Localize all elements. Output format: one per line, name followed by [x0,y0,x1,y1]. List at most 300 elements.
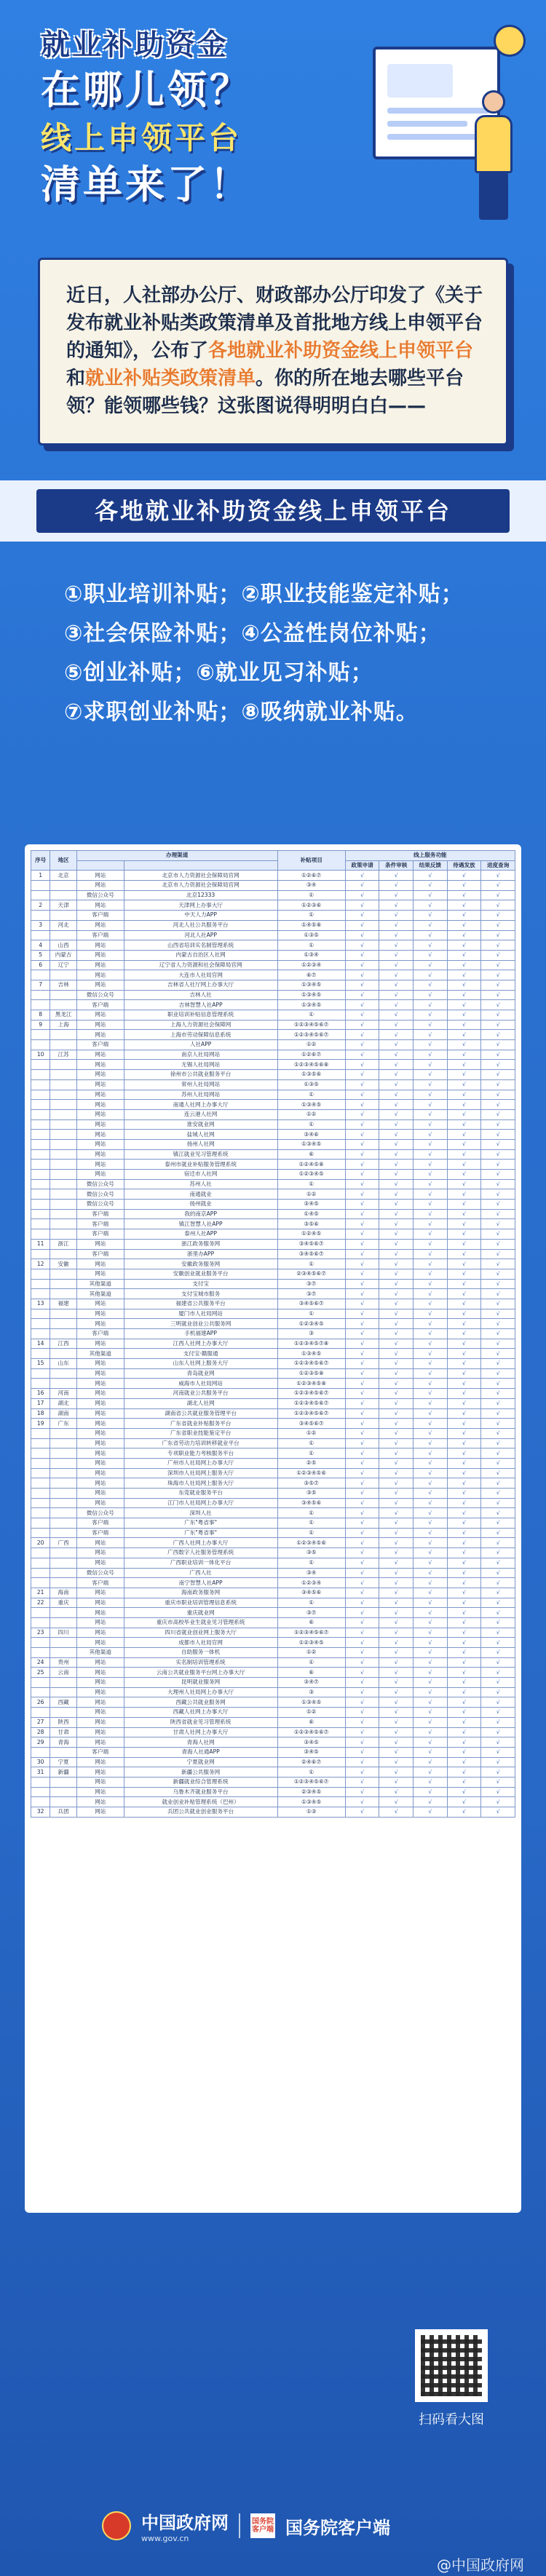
cell-function-mark: √ [414,1807,448,1818]
cell-channel-name: 广东"粤省事" [124,1518,277,1529]
cell-no [31,1349,50,1359]
cell-function-mark: √ [481,1130,515,1140]
cell-channel-type: 网站 [76,1458,124,1468]
cell-channel-name: 手机福建APP [124,1329,277,1339]
cell-channel-name: 上海人力资源社会保障网 [124,1020,277,1030]
cell-function-mark: √ [481,1090,515,1100]
cell-region [50,1200,76,1210]
cell-function-mark: √ [447,1010,481,1021]
cell-region: 兵团 [50,1807,76,1818]
platform-table-grid [31,850,515,1818]
cell-function-mark: √ [447,1090,481,1100]
cell-region [50,1528,76,1538]
cell-items: ① [277,1598,345,1608]
cell-region [50,1119,76,1130]
cell-function-mark: √ [481,1179,515,1189]
cell-function-mark: √ [345,1010,379,1021]
cell-function-mark: √ [379,1329,414,1339]
cell-region: 福建 [50,1299,76,1309]
cell-channel-name: 重庆市高校毕业生就业见习管理系统 [124,1617,277,1628]
cell-channel-type: 网站 [76,1139,124,1149]
cell-channel-type: 网站 [76,1727,124,1737]
cell-no: 13 [31,1299,50,1309]
cell-function-mark: √ [447,1070,481,1080]
cell-channel-name: 南京人社局网站 [124,1050,277,1060]
cell-channel-name: 连云港人社网 [124,1109,277,1119]
cell-function-mark: √ [414,1697,448,1708]
cell-region [50,1149,76,1160]
cell-channel-name: 实名制培训管理系统 [124,1657,277,1668]
cell-function-mark: √ [345,950,379,960]
table-row [31,1000,515,1010]
cell-function-mark: √ [481,1598,515,1608]
cell-function-mark: √ [414,1239,448,1249]
cell-items: ①③④⑤ [277,990,345,1000]
cell-channel-name: 淮安就业网 [124,1119,277,1130]
cell-channel-type: 网站 [76,1170,124,1180]
cell-function-mark: √ [379,1170,414,1180]
cell-function-mark: √ [345,1109,379,1119]
cell-function-mark: √ [447,1737,481,1748]
cell-function-mark: √ [414,960,448,970]
cell-channel-name: 专项职业能力考核服务平台 [124,1448,277,1459]
cell-channel-type: 网站 [76,900,124,911]
cell-function-mark: √ [345,1179,379,1189]
cell-function-mark: √ [447,1130,481,1140]
cell-channel-type: 网站 [76,1678,124,1688]
cell-no [31,1060,50,1070]
cell-function-mark: √ [414,1458,448,1468]
cell-function-mark: √ [447,1687,481,1697]
cell-region: 重庆 [50,1598,76,1608]
cell-function-mark: √ [414,881,448,891]
cell-function-mark: √ [481,1757,515,1767]
cell-function-mark: √ [414,1787,448,1797]
cell-function-mark: √ [379,930,414,940]
table-row [31,1050,515,1060]
cell-function-mark: √ [345,1528,379,1538]
cell-function-mark: √ [414,890,448,900]
cell-items: ①③④⑤ [277,980,345,990]
cell-channel-type: 网站 [76,1598,124,1608]
cell-channel-type: 网站 [76,1060,124,1070]
table-row [31,1119,515,1130]
cell-channel-type: 网站 [76,1538,124,1548]
cell-items: ③ [277,1329,345,1339]
cell-function-mark: √ [379,1717,414,1727]
cell-function-mark: √ [447,1060,481,1070]
cell-function-mark: √ [481,970,515,980]
cell-function-mark: √ [481,1608,515,1618]
cell-no: 14 [31,1339,50,1349]
cell-region: 山西 [50,940,76,951]
cell-function-mark: √ [447,1617,481,1628]
cell-function-mark: √ [447,1329,481,1339]
cell-items: ①②③④⑤⑥⑦ [277,1020,345,1030]
cell-no [31,1787,50,1797]
cell-function-mark: √ [379,1030,414,1040]
cell-function-mark: √ [345,1568,379,1578]
cell-function-mark: √ [379,1648,414,1658]
cell-function-mark: √ [379,871,414,881]
cell-function-mark: √ [345,1508,379,1518]
cell-channel-type: 网站 [76,881,124,891]
cell-channel-name: 湖北人社网 [124,1398,277,1408]
cell-items: ①④⑤⑧ [277,920,345,930]
cell-function-mark: √ [379,1000,414,1010]
cell-channel-name: 江门市人社局网上办事大厅 [124,1498,277,1508]
cell-channel-name: 扬州就业 [124,1200,277,1210]
cell-channel-type: 网站 [76,1119,124,1130]
cell-function-mark: √ [447,1458,481,1468]
table-row [31,980,515,990]
cell-function-mark: √ [414,1040,448,1050]
cell-channel-type: 网站 [76,1468,124,1478]
cell-function-mark: √ [345,1518,379,1529]
cell-function-mark: √ [345,1200,379,1210]
cell-function-mark: √ [414,1668,448,1678]
cell-function-mark: √ [414,871,448,881]
cell-no [31,1100,50,1110]
subsidy-row: ③社会保险补贴；④公益性岗位补贴； [64,621,441,646]
cell-no [31,1518,50,1529]
table-row [31,1807,515,1818]
cell-region [50,1638,76,1648]
cell-function-mark: √ [481,1807,515,1818]
cell-region: 辽宁 [50,960,76,970]
cell-function-mark: √ [447,1309,481,1319]
cell-region [50,1777,76,1787]
cell-no: 12 [31,1259,50,1269]
table-row [31,1538,515,1548]
cell-items: ③④⑤⑥ [277,1498,345,1508]
table-row [31,1030,515,1040]
cell-no: 28 [31,1727,50,1737]
cell-function-mark: √ [345,1309,379,1319]
table-row [31,950,515,960]
cell-no [31,1797,50,1807]
cell-channel-name: 支付宝·赣服通 [124,1349,277,1359]
cell-no [31,990,50,1000]
cell-function-mark: √ [447,1638,481,1648]
cell-function-mark: √ [414,1419,448,1429]
cell-function-mark: √ [447,1299,481,1309]
cell-function-mark: √ [379,1428,414,1438]
cell-function-mark: √ [447,960,481,970]
cell-region [50,1617,76,1628]
cell-region: 江苏 [50,1050,76,1060]
cell-function-mark: √ [379,1408,414,1419]
cell-no: 22 [31,1598,50,1608]
cell-function-mark: √ [481,1219,515,1229]
state-council-app-icon: 国务院客户端 [250,2513,275,2538]
cell-items: ③⑤ [277,1489,345,1499]
cell-function-mark: √ [345,1438,379,1448]
banner-line-4: 清单来了！ [41,161,252,207]
cell-function-mark: √ [345,1060,379,1070]
cell-function-mark: √ [481,1339,515,1349]
cell-channel-type: 网站 [76,940,124,951]
cell-no: 26 [31,1697,50,1708]
cell-channel-name: 职业培训补贴信息管理系统 [124,1010,277,1021]
cell-items: ①②⑥⑦ [277,1050,345,1060]
cell-function-mark: √ [379,1289,414,1299]
cell-items: ①② [277,1428,345,1438]
table-row [31,930,515,940]
cell-function-mark: √ [345,1139,379,1149]
cell-function-mark: √ [447,1628,481,1638]
cell-no: 20 [31,1538,50,1548]
cell-channel-type: 网站 [76,1737,124,1748]
cell-function-mark: √ [447,1139,481,1149]
cell-function-mark: √ [481,1588,515,1598]
cell-function-mark: √ [447,1608,481,1618]
cell-function-mark: √ [379,1608,414,1618]
cell-region: 青海 [50,1737,76,1748]
logo-gov-cn-url: www.gov.cn [141,2534,189,2543]
cell-function-mark: √ [481,1498,515,1508]
cell-function-mark: √ [414,1289,448,1299]
cell-channel-type: 网站 [76,1398,124,1408]
cell-function-mark: √ [379,1518,414,1529]
cell-function-mark: √ [379,1109,414,1119]
cell-channel-name: 就业创业补贴管理系统（巴州） [124,1797,277,1807]
cell-no [31,1428,50,1438]
cell-function-mark: √ [481,1050,515,1060]
table-row [31,1130,515,1140]
cell-function-mark: √ [379,1678,414,1688]
cell-no: 4 [31,940,50,951]
cell-function-mark: √ [414,1757,448,1767]
cell-items: ① [277,1179,345,1189]
cell-no [31,1279,50,1289]
banner-title [41,29,252,206]
cell-items: ①②③④ [277,1578,345,1588]
cell-function-mark: √ [481,1040,515,1050]
cell-no [31,911,50,921]
intro-part-2: 和 [66,368,86,389]
weibo-watermark: @中国政府网 [437,2556,524,2574]
cell-function-mark: √ [447,881,481,891]
cell-function-mark: √ [414,1767,448,1778]
table-row [31,1219,515,1229]
cell-items: ①②③④⑤ [277,1319,345,1329]
cell-function-mark: √ [379,1628,414,1638]
header-f2: 条件审核 [379,860,414,871]
cell-function-mark: √ [379,1368,414,1379]
cell-items: ①②③④⑤⑥⑦ [277,1727,345,1737]
cell-region: 新疆 [50,1767,76,1778]
cell-items: ①④⑤ [277,1209,345,1219]
cell-function-mark: √ [481,1747,515,1757]
cell-items: ① [277,1767,345,1778]
cell-function-mark: √ [345,911,379,921]
cell-function-mark: √ [345,1697,379,1708]
cell-function-mark: √ [481,1398,515,1408]
cell-function-mark: √ [481,980,515,990]
cell-items: ①②③④⑤⑥⑦ [277,1030,345,1040]
cell-channel-name: 扬州人社网 [124,1139,277,1149]
cell-function-mark: √ [481,1767,515,1778]
cell-channel-type: 网站 [76,1638,124,1648]
cell-no: 15 [31,1359,50,1369]
cell-function-mark: √ [345,1398,379,1408]
table-row [31,1777,515,1787]
cell-function-mark: √ [379,1489,414,1499]
cell-no [31,1000,50,1010]
cell-items: ①③ [277,1807,345,1818]
cell-function-mark: √ [447,1708,481,1718]
table-row [31,1329,515,1339]
cell-function-mark: √ [379,1757,414,1767]
cell-function-mark: √ [345,881,379,891]
intro-highlight-2: 就业补贴类政策清单 [85,368,256,389]
cell-function-mark: √ [414,1408,448,1419]
table-row [31,1060,515,1070]
cell-function-mark: √ [345,970,379,980]
cell-items: ①③⑤ [277,930,345,940]
cell-function-mark: √ [345,990,379,1000]
cell-channel-name: 安徽创业就业服务平台 [124,1269,277,1279]
cell-function-mark: √ [481,1170,515,1180]
cell-function-mark: √ [481,1678,515,1688]
cell-function-mark: √ [414,1020,448,1030]
cell-channel-type: 网站 [76,1239,124,1249]
cell-channel-type: 客户端 [76,1518,124,1529]
cell-channel-type: 微信公众号 [76,1508,124,1518]
cell-function-mark: √ [345,1578,379,1588]
cell-function-mark: √ [447,1109,481,1119]
cell-channel-type: 网站 [76,960,124,970]
cell-function-mark: √ [414,1528,448,1538]
cell-channel-type: 网站 [76,1299,124,1309]
cell-items: ③④⑤⑥⑦ [277,1299,345,1309]
cell-function-mark: √ [414,1200,448,1210]
cell-no [31,1498,50,1508]
cell-channel-name: 广东省职业技能鉴定平台 [124,1428,277,1438]
cell-items: ⑥ [277,1668,345,1678]
cell-channel-name: 深圳人社 [124,1508,277,1518]
cell-function-mark: √ [345,1489,379,1499]
cell-region [50,1787,76,1797]
cell-channel-name: 广东省劳动力培训转移就业平台 [124,1438,277,1448]
cell-channel-name: 云南公共就业服务平台网上办事大厅 [124,1668,277,1678]
cell-no [31,1269,50,1279]
lightbulb-icon [494,25,526,57]
cell-no [31,1329,50,1339]
cell-channel-type: 微信公众号 [76,890,124,900]
header-no: 序号 [31,851,50,871]
cell-function-mark: √ [379,1239,414,1249]
cell-function-mark: √ [447,1209,481,1219]
cell-function-mark: √ [481,1060,515,1070]
cell-function-mark: √ [345,1259,379,1269]
cell-channel-type: 网站 [76,1379,124,1389]
cell-function-mark: √ [379,1747,414,1757]
cell-function-mark: √ [345,1379,379,1389]
cell-items: ①③④⑤ [277,1797,345,1807]
cell-region [50,1269,76,1279]
cell-function-mark: √ [447,1678,481,1688]
cell-no: 19 [31,1419,50,1429]
cell-channel-type: 网站 [76,980,124,990]
cell-function-mark: √ [414,1538,448,1548]
cell-channel-type: 网站 [76,1767,124,1778]
cell-function-mark: √ [379,940,414,951]
header-f5: 进度查询 [481,860,515,871]
cell-channel-type: 网站 [76,1448,124,1459]
cell-function-mark: √ [481,1538,515,1548]
cell-channel-type: 其他渠道 [76,1279,124,1289]
cell-items: ③④⑤⑥⑦ [277,1239,345,1249]
cell-channel-type: 网站 [76,1428,124,1438]
cell-items: ①③⑤ [277,1079,345,1090]
cell-no: 6 [31,960,50,970]
cell-no [31,1109,50,1119]
cell-items: ① [277,1518,345,1529]
cell-function-mark: √ [447,1757,481,1767]
table-row [31,1428,515,1438]
table-row [31,1090,515,1100]
cell-function-mark: √ [447,1339,481,1349]
cell-function-mark: √ [414,1090,448,1100]
table-row [31,1379,515,1389]
cell-function-mark: √ [414,1269,448,1279]
cell-function-mark: √ [447,1578,481,1588]
cell-function-mark: √ [345,1359,379,1369]
cell-function-mark: √ [481,1160,515,1170]
cell-function-mark: √ [379,1558,414,1568]
cell-function-mark: √ [414,1687,448,1697]
cell-function-mark: √ [414,1717,448,1727]
cell-function-mark: √ [447,1200,481,1210]
cell-function-mark: √ [414,1130,448,1140]
cell-function-mark: √ [414,1438,448,1448]
cell-function-mark: √ [345,1678,379,1688]
cell-function-mark: √ [481,1229,515,1240]
person-illustration [467,90,518,221]
cell-region [50,1648,76,1658]
cell-region [50,1160,76,1170]
cell-region [50,1368,76,1379]
cell-items: ③ [277,1687,345,1697]
cell-function-mark: √ [481,1010,515,1021]
cell-function-mark: √ [447,1727,481,1737]
cell-items: ① [277,1528,345,1538]
cell-function-mark: √ [379,881,414,891]
cell-function-mark: √ [414,1329,448,1339]
cell-channel-type: 网站 [76,1438,124,1448]
cell-function-mark: √ [447,1179,481,1189]
cell-function-mark: √ [481,1119,515,1130]
cell-no [31,1608,50,1618]
cell-channel-name: 海南政务服务网 [124,1588,277,1598]
cell-items: ③④⑤⑥⑦ [277,1249,345,1259]
cell-function-mark: √ [481,1000,515,1010]
cell-function-mark: √ [481,1279,515,1289]
cell-function-mark: √ [345,1448,379,1459]
intro-text [66,282,484,420]
cell-channel-name: 广东省就业补贴服务平台 [124,1419,277,1429]
cell-region [50,1040,76,1050]
cell-channel-name: 广西人社网上办事大厅 [124,1538,277,1548]
cell-region [50,1508,76,1518]
cell-items: ②④⑥⑦ [277,1757,345,1767]
cell-function-mark: √ [379,1697,414,1708]
cell-function-mark: √ [379,1349,414,1359]
cell-items: ③⑤⑦ [277,1478,345,1489]
cell-function-mark: √ [345,1079,379,1090]
